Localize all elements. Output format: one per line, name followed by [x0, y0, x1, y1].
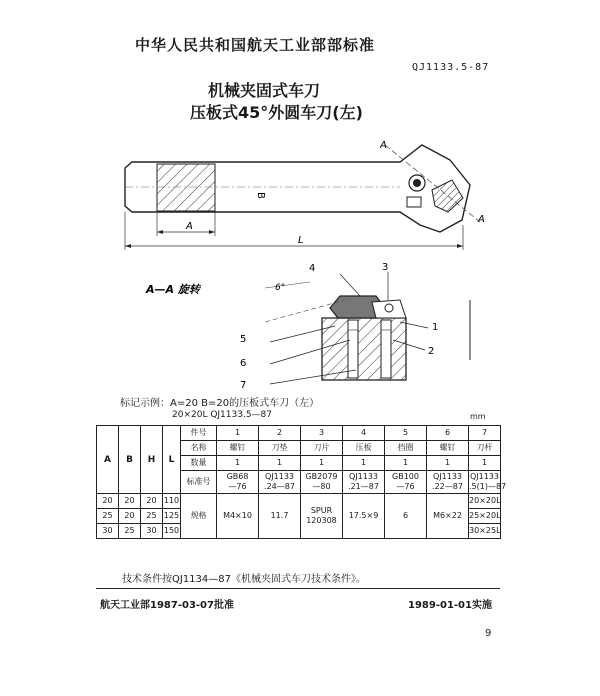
approval-date: 航天工业部1987-03-07批准 [100, 600, 234, 611]
standard-line2: —80 [312, 482, 331, 491]
part-no-cell: 3 [301, 426, 343, 441]
document-subtitle: 压板式45°外圆车刀(左) [190, 103, 363, 122]
standard-line2: .22—87 [432, 482, 463, 491]
shank-view [125, 145, 480, 232]
callout-5: 5 [240, 334, 247, 345]
qty-cell: 1 [217, 456, 259, 471]
spec-cell: M4×10 [217, 494, 259, 539]
spec-cell: 11.7 [259, 494, 301, 539]
callout-3: 3 [382, 262, 389, 273]
marking-code: 20×20L QJ1133.5—87 [172, 410, 273, 420]
dim-a-cell: 25 [97, 509, 119, 524]
rod-spec-cell: 20×20L [469, 494, 501, 509]
dim-b-cell: 20 [119, 494, 141, 509]
part-no-cell: 4 [343, 426, 385, 441]
part-name-cell: 螺钉 [427, 441, 469, 456]
row-label-part-no: 件号 [181, 426, 217, 441]
dim-a-cell: 30 [97, 524, 119, 539]
rod-spec-cell: 30×25L [469, 524, 501, 539]
callout-4: 4 [309, 263, 316, 274]
qty-cell: 1 [343, 456, 385, 471]
dim-b-cell: 25 [119, 524, 141, 539]
unit-label: mm [470, 412, 486, 421]
section-title: A—A 旋转 [146, 283, 200, 296]
tech-conditions: 技术条件按QJ1134—87《机械夹固式车刀技术条件》。 [122, 574, 366, 585]
part-no-cell: 5 [385, 426, 427, 441]
dim-a-label: A [186, 221, 193, 232]
standard-line2: .21—87 [348, 482, 379, 491]
row-label-name: 名称 [181, 441, 217, 456]
qty-cell: 1 [259, 456, 301, 471]
standard-code: QJ1133.5-87 [412, 62, 490, 73]
effective-date: 1989-01-01实施 [408, 600, 492, 611]
spec-table [96, 425, 507, 539]
dim-l-cell: 150 [163, 524, 181, 539]
qty-cell: 1 [385, 456, 427, 471]
dim-l-cell: 110 [163, 494, 181, 509]
standard-cell [259, 471, 301, 494]
col-header-b: B [119, 426, 141, 494]
org-title: 中华人民共和国航天工业部部标准 [135, 36, 376, 54]
dim-h-cell: 20 [141, 494, 163, 509]
standard-cell [385, 471, 427, 494]
row-label-standard: 标准号 [181, 471, 217, 494]
part-no-cell: 1 [217, 426, 259, 441]
dim-h-cell: 30 [141, 524, 163, 539]
standard-line2: —76 [228, 482, 247, 491]
standard-cell [427, 471, 469, 494]
spec-cell: 6 [385, 494, 427, 539]
document-title: 机械夹固式车刀 [208, 81, 321, 100]
rod-spec-cell: 25×20L [469, 509, 501, 524]
standard-cell [469, 471, 507, 494]
part-no-cell: 7 [469, 426, 501, 441]
standard-line1: QJ1133 [264, 472, 294, 481]
part-name-cell: 挡圈 [385, 441, 427, 456]
standard-cell [343, 471, 385, 494]
part-name-cell: 压板 [343, 441, 385, 456]
dim-l-cell: 125 [163, 509, 181, 524]
callout-7: 7 [240, 380, 247, 391]
qty-cell: 1 [427, 456, 469, 471]
section-label-a-bottom: A [478, 214, 485, 225]
callout-1: 1 [432, 322, 439, 333]
part-name-cell: 刀片 [301, 441, 343, 456]
insert-spec-line1: SPUR [310, 506, 333, 515]
insert-spec-line2: 120308 [306, 516, 337, 525]
col-header-l: L [163, 426, 181, 494]
standard-line2: .24—87 [264, 482, 295, 491]
part-no-cell: 6 [427, 426, 469, 441]
standard-line2: .5(1)—87 [469, 482, 507, 491]
dim-b-label: B [255, 192, 266, 199]
row-label-qty: 数量 [181, 456, 217, 471]
part-name-cell: 刀杆 [469, 441, 501, 456]
page-number: 9 [485, 628, 492, 639]
dim-h-cell: 25 [141, 509, 163, 524]
col-header-h: H [141, 426, 163, 494]
dim-l-label: L [298, 235, 304, 246]
standard-cell [301, 471, 343, 494]
part-name-cell: 刀垫 [259, 441, 301, 456]
standard-line2: —76 [396, 482, 415, 491]
standard-line1: GB100 [392, 472, 419, 481]
standard-line1: GB68 [226, 472, 249, 481]
standard-line1: GB2079 [305, 472, 338, 481]
spec-cell: M6×22 [427, 494, 469, 539]
spec-cell: 17.5×9 [343, 494, 385, 539]
standard-line1: QJ1133 [469, 472, 499, 481]
footer-rule [96, 588, 500, 589]
marking-example: 标记示例：A=20 B=20的压板式车刀（左） [120, 398, 320, 409]
row-label-spec: 规格 [181, 494, 217, 539]
section-view [265, 272, 470, 384]
part-no-cell: 2 [259, 426, 301, 441]
callout-6: 6 [240, 358, 247, 369]
angle-label: 6° [275, 283, 286, 293]
dim-a-cell: 20 [97, 494, 119, 509]
part-name-cell: 螺钉 [217, 441, 259, 456]
qty-cell: 1 [469, 456, 501, 471]
col-header-a: A [97, 426, 119, 494]
standard-line1: QJ1133 [432, 472, 462, 481]
dim-b-cell: 20 [119, 509, 141, 524]
standard-line1: QJ1133 [348, 472, 378, 481]
callout-2: 2 [428, 346, 435, 357]
qty-cell: 1 [301, 456, 343, 471]
standard-cell [217, 471, 259, 494]
spec-cell [301, 494, 343, 539]
section-label-a-top: A [380, 140, 387, 151]
